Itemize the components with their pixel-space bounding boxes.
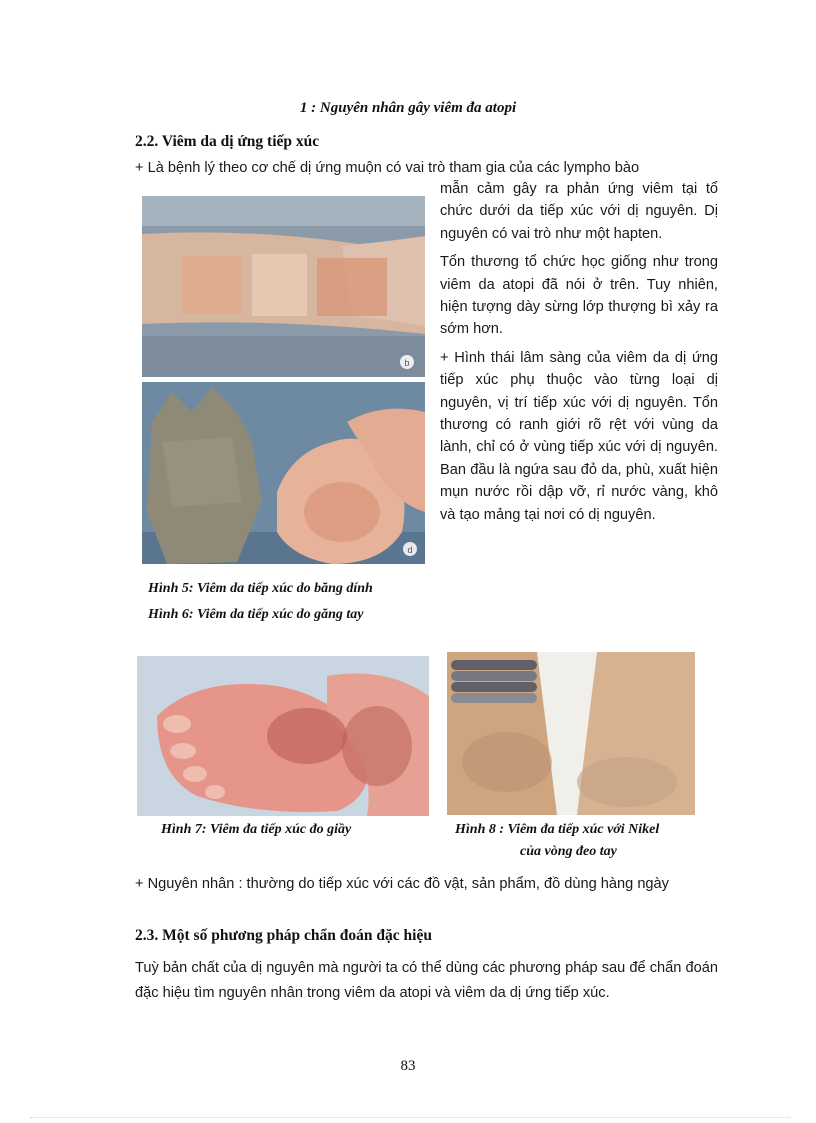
paragraph-sensitization: mẫn cảm gây ra phản ứng viêm tại tổ chức dưới da tiếp xúc với dị nguyên. Dị nguyên có vai trò như một hapten. (440, 181, 718, 242)
photo-glove-hand-dermatitis (142, 382, 425, 564)
right-column-text (440, 178, 718, 532)
figure-8-caption-line2: của vòng đeo tay (520, 844, 617, 859)
photo-forearm-tape-dermatitis (142, 196, 425, 377)
photo-wrist-nickel-dermatitis (447, 652, 695, 815)
photo-feet-shoe-dermatitis (137, 656, 429, 816)
figure-7-caption: Hình 7: Viêm đa tiếp xúc đo giầy (161, 822, 352, 837)
figure-8-caption-line1: Hình 8 : Viêm đa tiếp xúc với Nikel (455, 822, 660, 837)
cause-paragraph: + Nguyên nhân : thường do tiếp xúc với các đồ vật, sản phẩm, đồ dùng hàng ngày (135, 876, 669, 892)
section-heading-2-3: 2.3. Một số phương pháp chẩn đoán đặc hiệu (135, 927, 432, 944)
figure-5-caption: Hình 5: Viêm da tiếp xúc do băng dính (148, 581, 373, 596)
section-heading-2-2: 2.2. Viêm da dị ứng tiếp xúc (135, 133, 320, 150)
paragraph-histology: Tổn thương tổ chức học giống như trong viêm da atopi đã nói ở trên. Tuy nhiên, hiện tượng dày sừng lớp thượng bì xảy ra sớm hơn. (440, 254, 718, 338)
footer-divider (30, 1117, 790, 1118)
photo-label-b: b (404, 358, 410, 368)
diagnosis-paragraph: Tuỳ bản chất của dị nguyên mà người ta có thể dùng các phương pháp sau để chẩn đoán đặc hiệu tìm nguyên nhân trong viêm da atopi và viêm da dị ứng tiếp xúc. (135, 960, 718, 1001)
intro-line: + Là bệnh lý theo cơ chế dị ứng muộn có vai trò tham gia của các lympho bào (135, 160, 640, 176)
figure-caption-atopy-causes: 1 : Nguyên nhân gây viêm đa atopi (299, 100, 517, 116)
page-number: 83 (400, 1058, 416, 1074)
figure-6-caption: Hình 6: Viêm da tiếp xúc do găng tay (148, 607, 364, 622)
photo-label-d: d (407, 545, 413, 555)
paragraph-clinical-forms: + Hình thái lâm sàng của viêm da dị ứng tiếp xúc phụ thuộc vào từng loại dị nguyên, vị trí tiếp xúc với dị nguyên. Tổn thương có ranh giới rõ rệt với vùng da lành, chỉ có ở vùng tiếp xúc với dị nguyên. Ban đầu là ngứa sau đỏ da, phù, xuất hiện mụn nước rồi dập vỡ, rỉ nước vàng, khô và tạo mảng tại nơi có dị nguyên. (440, 349, 718, 523)
